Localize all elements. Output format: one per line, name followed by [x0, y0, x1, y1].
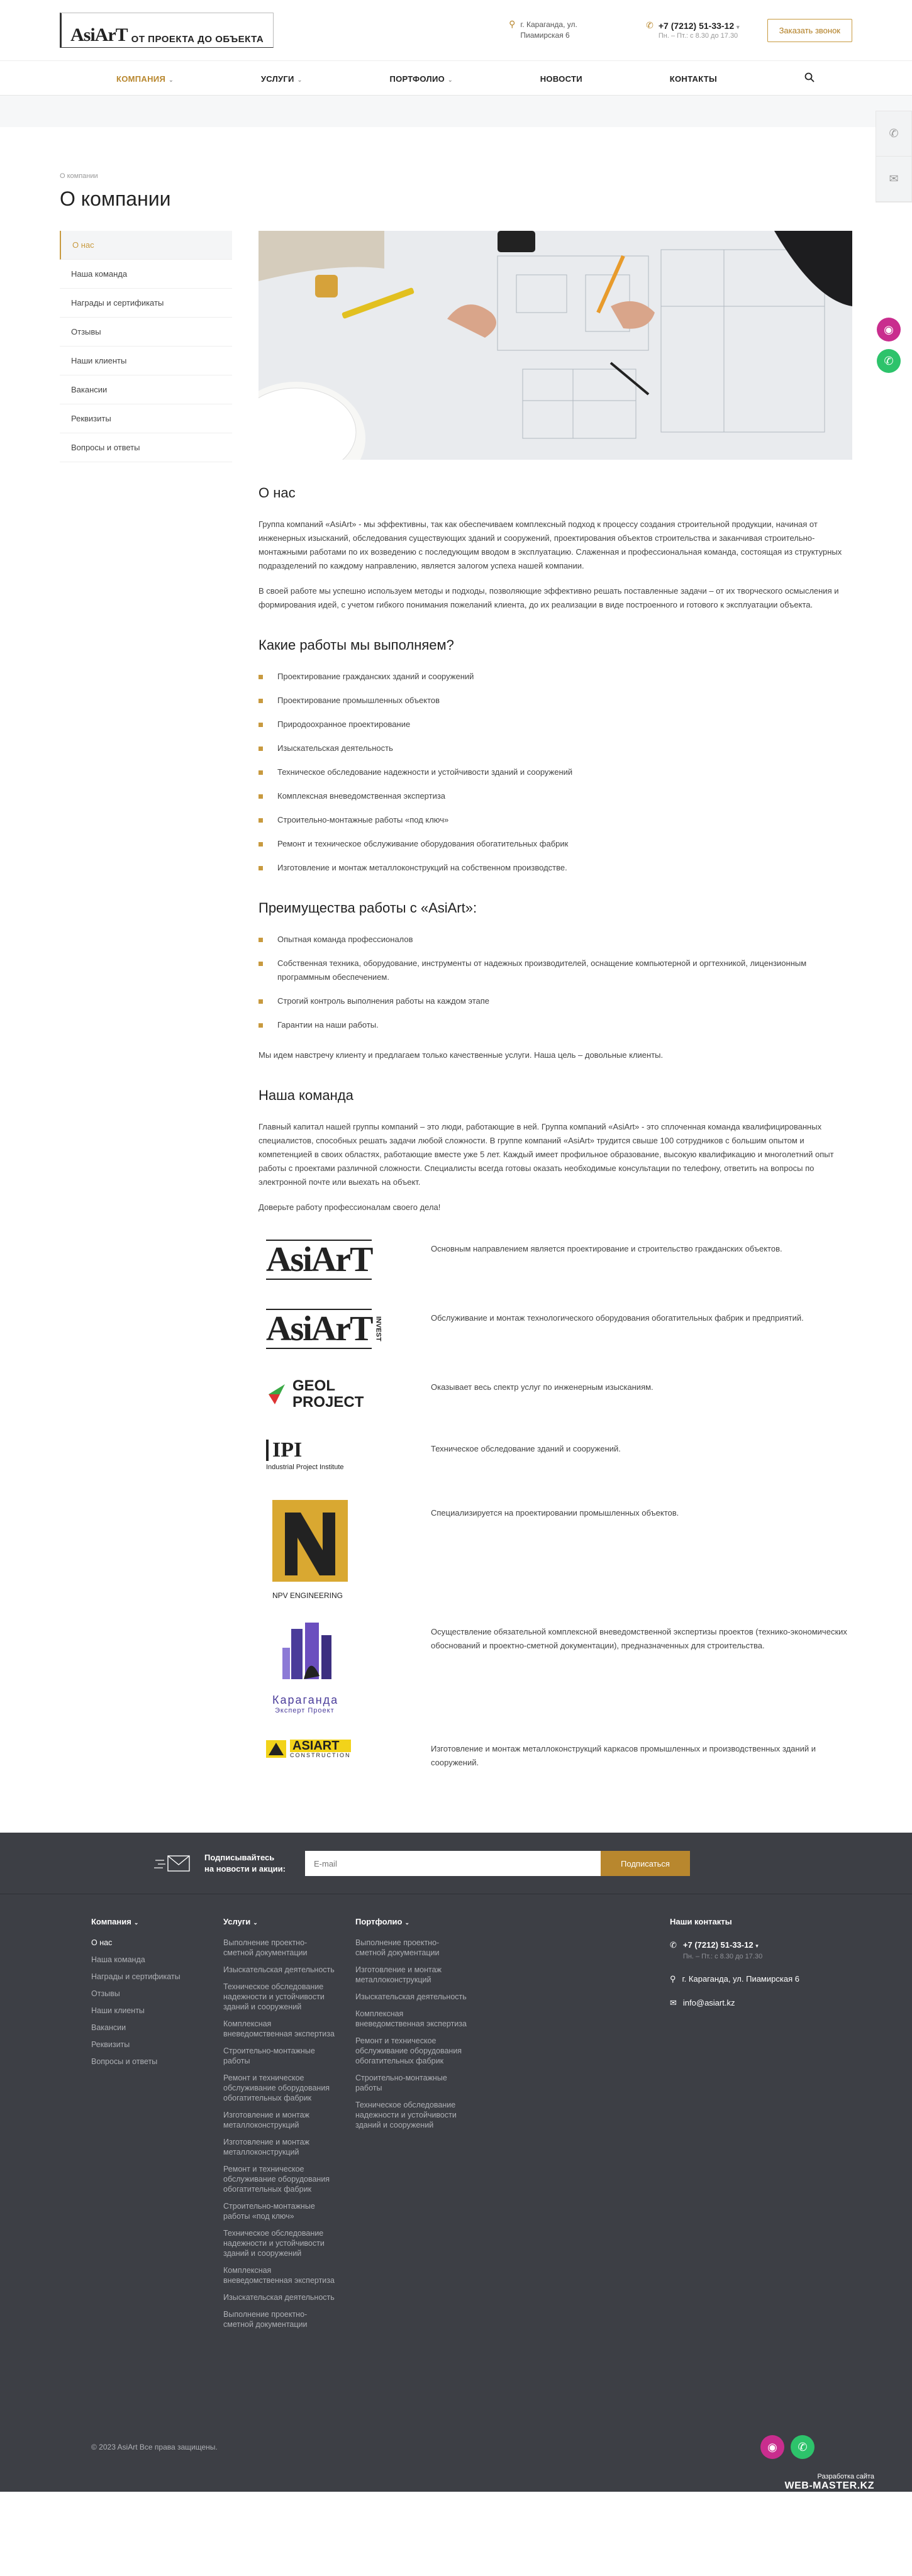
list-item: Изыскательская деятельность — [259, 741, 852, 755]
footer-link[interactable]: Наши клиенты — [91, 2006, 145, 2015]
about-title: О нас — [259, 485, 296, 501]
side-contact-widget — [876, 111, 912, 203]
blueprint-photo — [259, 231, 852, 460]
footer-phone[interactable]: ✆ +7 (7212) 51-33-12 ▾ Пн. – Пт.: с 8.30 до 17.30 — [670, 1940, 763, 1960]
footer-col-company: Компания ⌄ О нас Наша команда Награды и сертификаты Отзывы Наши клиенты Вакансии Реквизиты Вопросы и ответы — [91, 1917, 223, 2336]
npv-logo-icon — [266, 1500, 354, 1588]
address-line2: Пиамирская 6 — [520, 31, 570, 40]
list-item: Техническое обследование надежности и устойчивости зданий и сооружений — [259, 765, 852, 779]
nav-portfolio[interactable]: ПОРТФОЛИО ⌄ — [389, 74, 453, 84]
sidebar-item-requisites[interactable]: Реквизиты — [60, 404, 232, 433]
team-title: Наша команда — [259, 1087, 353, 1103]
mail-icon: ✉ — [670, 1998, 677, 2007]
address-line1: г. Караганда, ул. — [520, 20, 577, 29]
company-list — [259, 1240, 852, 1770]
topbar — [0, 0, 912, 60]
advantages-list — [259, 933, 852, 1032]
site-footer — [0, 1894, 912, 2492]
footer-link[interactable]: Отзывы — [91, 1989, 120, 1998]
footer-contacts — [670, 1917, 799, 2336]
footer-link[interactable]: Строительно-монтажные работы — [355, 2074, 447, 2092]
main-nav — [0, 60, 912, 96]
team-paragraph: Доверьте работу профессионалам своего дела! — [259, 1202, 441, 1212]
phone-icon[interactable]: ✆ — [876, 111, 911, 157]
main-content — [259, 231, 852, 1770]
footer-link[interactable]: Изыскательская деятельность — [355, 1992, 467, 2001]
mail-icon — [154, 1854, 192, 1873]
sidebar-item-faq[interactable]: Вопросы и ответы — [60, 433, 232, 462]
company-logo: AsiArT — [266, 1240, 372, 1279]
footer-link[interactable]: Изыскательская деятельность — [223, 2293, 335, 2302]
footer-col-portfolio: Портфолио ⌄ Выполнение проектно-сметной документации Изготовление и монтаж металлоконструкций Изыскательская деятельность Комплексная вневедомственная экспертиза Ремонт и техническое обслуживание оборудования обогатительных фабрик Строительно-монтажные работы Техническое обследование надежности и устойчивости зданий и сооружений — [355, 1917, 487, 2336]
list-item: Проектирование гражданских зданий и сооружений — [259, 670, 852, 684]
list-item: Изготовление и монтаж металлоконструкций на собственном производстве. — [259, 861, 852, 875]
mail-icon[interactable]: ✉ — [876, 157, 911, 202]
subscribe-button[interactable]: Подписаться — [601, 1851, 690, 1876]
subscribe-text: Подписывайтесь на новости и акции: — [204, 1853, 286, 1874]
company-row — [259, 1440, 852, 1471]
sidebar-item-about[interactable]: О нас — [60, 231, 232, 260]
about-paragraph: В своей работе мы успешно используем методы и подходы, позволяющие эффективно решать поставленные задачи – от их творческого осмысления и формирования идей, с учетом гибкого понимания пожеланий клиента, до их реализации в виде построенного и готового к эксплуатации объекта. — [259, 586, 839, 609]
hero-image — [259, 231, 852, 460]
footer-address: ⚲ г. Караганда, ул. Пиамирская 6 — [670, 1974, 799, 1984]
footer-link[interactable]: Техническое обследование надежности и устойчивости зданий и сооружений — [223, 1982, 325, 2011]
chevron-down-icon: ▾ — [755, 1943, 759, 1949]
company-logo: ASIART CONSTRUCTION — [259, 1740, 431, 1758]
footer-link[interactable]: Техническое обследование надежности и устойчивости зданий и сооружений — [355, 2101, 457, 2129]
callback-button[interactable]: Заказать звонок — [767, 19, 852, 42]
footer-link[interactable]: Комплексная вневедомственная экспертиза — [223, 2266, 335, 2285]
floating-social — [877, 318, 901, 373]
phone-icon: ✆ — [670, 1940, 677, 1950]
nav-contacts[interactable]: КОНТАКТЫ — [669, 74, 718, 84]
footer-link[interactable]: Награды и сертификаты — [91, 1972, 181, 1981]
footer-link[interactable]: Ремонт и техническое обслуживание оборудования обогатительных фабрик — [223, 2074, 330, 2102]
list-item: Природоохранное проектирование — [259, 718, 852, 731]
company-logo: AsiArT INVEST — [266, 1309, 382, 1348]
list-item: Строительно-монтажные работы «под ключ» — [259, 813, 852, 827]
footer-link[interactable]: Вопросы и ответы — [91, 2057, 158, 2066]
company-row — [259, 1240, 852, 1280]
site-logo[interactable] — [60, 13, 274, 48]
company-desc: Обслуживание и монтаж технологического оборудования обогатительных фабрик и предприятий. — [431, 1313, 804, 1323]
footer-link[interactable]: Ремонт и техническое обслуживание оборудования обогатительных фабрик — [355, 2036, 462, 2065]
nav-services[interactable]: УСЛУГИ ⌄ — [260, 74, 303, 84]
company-desc: Осуществление обязательной комплексной вневедомственной экспертизы проектов (технико-экономических обоснований и проектно-сметной документации), предназначенных для строительства. — [431, 1627, 847, 1650]
chevron-down-icon: ⌄ — [169, 76, 174, 83]
sidebar-item-team[interactable]: Наша команда — [60, 260, 232, 289]
footer-link[interactable]: Наша команда — [91, 1955, 145, 1964]
company-row — [259, 1740, 852, 1770]
list-item: Опытная команда профессионалов — [259, 933, 852, 947]
footer-link[interactable]: Ремонт и техническое обслуживание оборудования обогатительных фабрик — [223, 2165, 330, 2194]
subscribe-section — [0, 1833, 912, 1894]
advantages-note: Мы идем навстречу клиенту и предлагаем только качественные услуги. Наша цель – довольные клиенты. — [259, 1050, 664, 1060]
construction-logo-icon — [266, 1740, 286, 1758]
list-item: Строгий контроль выполнения работы на каждом этапе — [259, 994, 852, 1008]
phone-number: +7 (7212) 51-33-12 — [658, 21, 735, 31]
sidebar-menu — [60, 231, 232, 1770]
search-icon[interactable] — [804, 72, 815, 86]
karaganda-expert-logo-icon — [266, 1623, 354, 1692]
site-header — [0, 0, 912, 127]
company-desc: Техническое обследование зданий и сооружений. — [431, 1444, 621, 1453]
company-logo: GEOL PROJECT — [259, 1378, 431, 1411]
sidebar-item-vacancies[interactable]: Вакансии — [60, 375, 232, 404]
whatsapp-icon[interactable]: ✆ — [791, 2435, 815, 2459]
list-item: Комплексная вневедомственная экспертиза — [259, 789, 852, 803]
header-address — [509, 19, 622, 41]
list-item: Проектирование промышленных объектов — [259, 694, 852, 708]
company-logo: IPI Industrial Project Institute — [266, 1438, 344, 1471]
footer-contacts-title: Наши контакты — [670, 1917, 732, 1926]
footer-link[interactable]: Комплексная вневедомственная экспертиза — [355, 2009, 467, 2028]
footer-link[interactable]: Строительно-монтажные работы «под ключ» — [223, 2202, 315, 2221]
sidebar-item-awards[interactable]: Награды и сертификаты — [60, 289, 232, 318]
chevron-down-icon: ⌄ — [448, 76, 453, 83]
company-desc: Специализируется на проектировании промышленных объектов. — [431, 1508, 679, 1518]
company-row — [259, 1309, 852, 1349]
about-paragraph: Группа компаний «AsiArt» - мы эффективны, так как обеспечиваем комплексный подход к процессу создания строительной продукции, начиная от инженерных изысканий, обследования существующих зданий и сооружений, проектирования объектов строительства и заканчивая строительно-монтажными работами по их возведению с последующим вводом в эксплуатацию. Слаженная и профессиональная команда, состоящая из структурных подразделений по каждому направлению, является залогом успеха нашей компании. — [259, 519, 842, 570]
chevron-down-icon: ⌄ — [404, 1919, 409, 1926]
footer-link[interactable]: Строительно-монтажные работы — [223, 2046, 315, 2065]
works-list — [259, 670, 852, 875]
chevron-down-icon: ▾ — [737, 24, 740, 30]
company-desc: Основным направлением является проектирование и строительство гражданских объектов. — [431, 1244, 782, 1253]
works-title: Какие работы мы выполняем? — [259, 637, 454, 653]
footer-bottom — [0, 2435, 912, 2459]
company-row — [259, 1623, 852, 1714]
phone-icon: ✆ — [646, 20, 653, 30]
list-item: Собственная техника, оборудование, инструменты от надежных производителей, оснащение компьютерной и оргтехникой, лицензионным программным обеспечением. — [259, 957, 852, 984]
footer-link[interactable]: Вакансии — [91, 2023, 126, 2032]
company-logo: NPV ENGINEERING — [259, 1500, 431, 1600]
list-item: Гарантии на наши работы. — [259, 1018, 852, 1032]
nav-company[interactable]: КОМПАНИЯ ⌄ — [116, 74, 174, 84]
instagram-icon[interactable]: ◉ — [877, 318, 901, 341]
logo-slogan: ОТ ПРОЕКТА ДО ОБЪЕКТА — [131, 34, 264, 45]
location-pin-icon: ⚲ — [509, 19, 516, 29]
whatsapp-icon[interactable]: ✆ — [877, 349, 901, 373]
geol-logo-icon — [266, 1382, 287, 1407]
footer-link[interactable]: Выполнение проектно-сметной документации — [223, 1938, 308, 1957]
page-title: О компании — [60, 187, 171, 210]
header-band — [0, 96, 912, 127]
footer-link[interactable]: Изготовление и монтаж металлоконструкций — [355, 1965, 442, 1984]
logo-mark: AsiArT — [70, 25, 128, 45]
company-row — [259, 1500, 852, 1600]
copyright: © 2023 AsiArt Все права защищены. — [91, 2443, 218, 2451]
footer-col-services: Услуги ⌄ Выполнение проектно-сметной документации Изыскательская деятельность Техническое обследование надежности и устойчивости зданий и сооружений Комплексная вневедомственная экспертиза Строительно-монтажные работы Ремонт и техническое обслуживание оборудования обогатительных фабрик Изготовление и монтаж металлоконструкций Изготовление и монтаж металлоконструкций Ремонт и техническое обслуживание оборудования обогатительных фабрик Строительно-монтажные работы «под ключ» Техническое обследование надежности и устойчивости зданий и сооружений Комплексная вневедомственная экспертиза Изыскательская деятельность Выполнение проектно-сметной документации — [223, 1917, 355, 2336]
company-row — [259, 1378, 852, 1411]
footer-link[interactable]: О нас — [91, 1938, 113, 1947]
breadcrumb[interactable]: О компании — [60, 172, 98, 180]
sidebar-item-clients[interactable]: Наши клиенты — [60, 347, 232, 375]
footer-link[interactable]: Изготовление и монтаж металлоконструкций — [223, 2138, 309, 2157]
instagram-icon[interactable]: ◉ — [760, 2435, 784, 2459]
company-logo: Караганда Эксперт Проект — [259, 1623, 431, 1714]
company-desc: Оказывает весь спектр услуг по инженерным изысканиям. — [431, 1382, 653, 1392]
footer-link[interactable]: Изготовление и монтаж металлоконструкций — [223, 2111, 309, 2129]
company-desc: Изготовление и монтаж металлоконструкций каркасов промышленных и производственных зданий и сооружений. — [431, 1744, 816, 1767]
header-phone[interactable] — [646, 21, 739, 40]
list-item: Ремонт и техническое обслуживание оборудования обогатительных фабрик — [259, 837, 852, 851]
footer-link[interactable]: Выполнение проектно-сметной документации — [355, 1938, 440, 1957]
email-input[interactable] — [305, 1851, 601, 1876]
advantages-title: Преимущества работы с «AsiArt»: — [259, 900, 477, 916]
footer-email[interactable]: ✉ info@asiart.kz — [670, 1998, 735, 2007]
phone-hours: Пн. – Пт.: с 8.30 до 17.30 — [658, 32, 738, 40]
footer-link[interactable]: Техническое обследование надежности и устойчивости зданий и сооружений — [223, 2229, 325, 2258]
footer-link[interactable]: Реквизиты — [91, 2040, 130, 2049]
team-paragraph: Главный капитал нашей группы компаний – это люди, работающие в ней. Группа компаний «AsiArt» - это сплоченная команда квалифицированных специалистов, способных решать задачи любой сложности. В группе компаний «AsiArt» трудится свыше 100 сотрудников с большим опытом и компетенцией в своих областях, работающие вместе уже 5 лет. Каждый имеет профильное образование, высокую квалификацию и многолетний опыт работы с проектами различной сложности. Специалисты всегда готовы оказать необходимые консультации по телефону, ответить на вопросы по электронной почте или выехать на объект. — [259, 1122, 834, 1187]
chevron-down-icon: ⌄ — [253, 1919, 258, 1926]
chevron-down-icon: ⌄ — [297, 76, 303, 83]
sidebar-item-reviews[interactable]: Отзывы — [60, 318, 232, 347]
footer-link[interactable]: Изыскательская деятельность — [223, 1965, 335, 1974]
nav-news[interactable]: НОВОСТИ — [540, 74, 582, 84]
chevron-down-icon: ⌄ — [133, 1919, 139, 1926]
location-pin-icon: ⚲ — [670, 1974, 676, 1984]
developer-credit[interactable]: Разработка сайта WEB-MASTER.KZ — [784, 2473, 874, 2491]
footer-link[interactable]: Выполнение проектно-сметной документации — [223, 2310, 308, 2329]
footer-link[interactable]: Комплексная вневедомственная экспертиза — [223, 2019, 335, 2038]
